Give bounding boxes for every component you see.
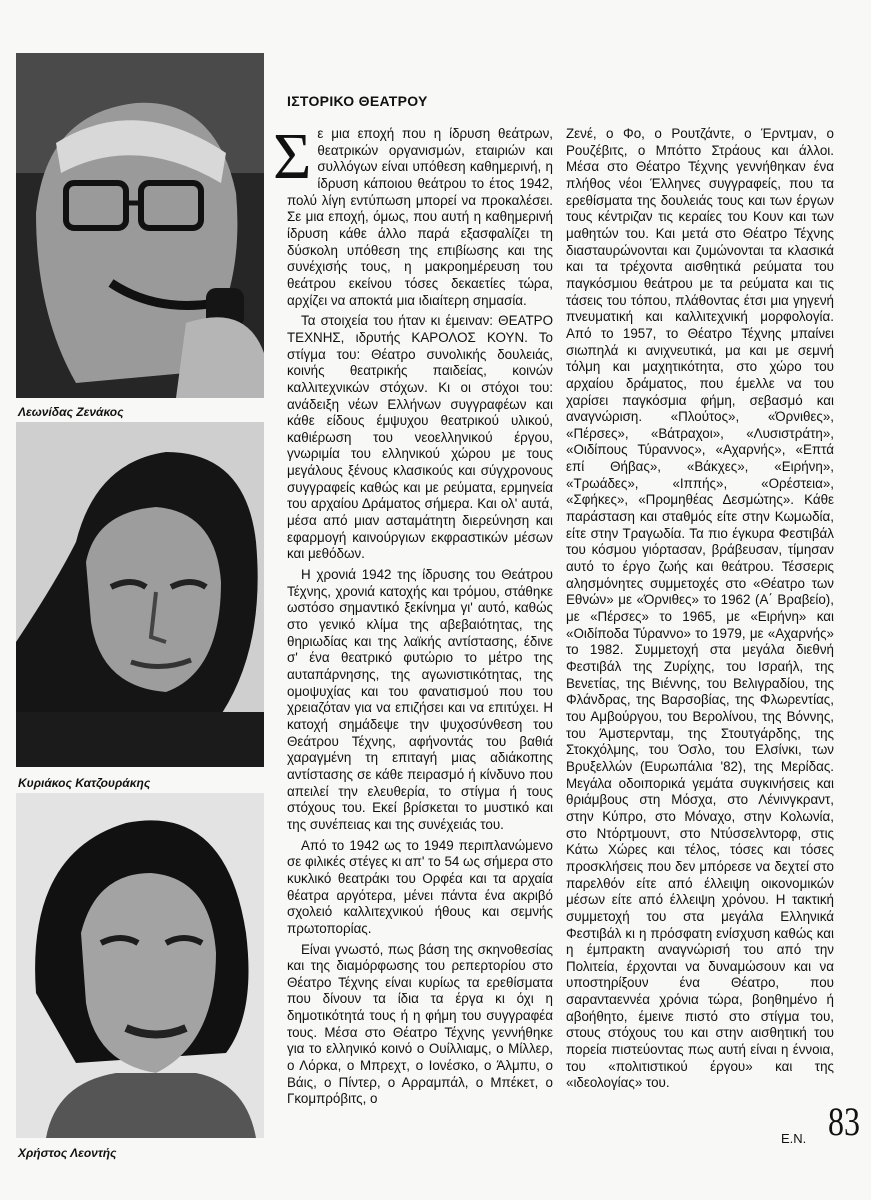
caption-christos-leontis: Χρήστος Λεοντής [18,1146,117,1160]
drop-cap: Σ [273,120,312,193]
paragraph: Ζενέ, ο Φο, ο Ρουτζάντε, ο Έρντμαν, ο Ρουζέβιτς, ο Μπόττο Στράους και άλλοι. Μέσα στο Θέατρο Τέχνης γεννήθηκαν ένα πλήθος νέοι Έλληνες συγγραφείς, που τα ερεθίσματα της δουλειάς τους και των έργων τους κέντριζαν τις κεραίες του Κουν και των μαθητών του. Και μετά στο Θέατρο Τέχνης διασταυρώνονται και ζυμώνονται τα κλασικά και τα τρέχοντα αισθητικά ρεύματα του παγκόσμιου θεάτρου με τα ρεύματα και τις τάσεις του τόπου, πλάθοντας έτσι μια γηγενή πνευματική και καλλιτεχνική μορφολογία. Από το 1957, το Θέατρο Τέχνης μπαίνει σιωπηλά κι ανιχνευτικά, μα και με σεμνή τόλμη και μαχητικότητα, στο χώρο του αρχαίου δράματος, που έμελλε να του χαρίσει παγκόσμια φήμη, σεβασμό και αναγνώριση. «Πλούτος», «Όρνιθες», «Πέρσες», «Βάτραχοι», «Λυσιστράτη», «Οιδίπους Τύραννος», «Αχαρνής», «Επτά επί Θήβας», «Βάκχες», «Ειρήνη», «Τρωάδες», «Ιππής», «Ορέστεια», «Σφήκες», «Προμηθέας Δεσμώτης». Κάθε παράσταση και σταθμός είτε στην Κωμωδία, είτε στην Τραγωδία. Τα πιο έγκυρα Φεστιβάλ του κόσμου γιόρτασαν, βράβευσαν, τίμησαν αυτό το έργο ζωής και θεάτρου. Τέσσερις αλησμόνητες συμμετοχές στο «Θέατρο των Εθνών» με «Όρνιθες» το 1962 (Α΄ Βραβείο), με «Πέρσες» το 1965, με «Ειρήνη» και «Οιδίποδα Τύραννο» το 1979, με «Αχαρνής» το 1982. Συμμετοχή στα μεγάλα διεθνή Φεστιβάλ της Ζυρίχης, του Ισραήλ, της Βενετίας, της Βιέννης, του Βελιγραδίου, της Φλάνδρας, της Βαρσοβίας, της Φλωρεντίας, του Αμβούργου, του Βερολίνου, της Βόννης, του Άμστερνταμ, της Στουτγάρδης, της Στοκχόλμης, του Όσλο, του Ελσίνκι, των Βρυξελλών (Ευρωπάλια '82), της Μερίδας. Μεγάλα οδοιπορικά γεμάτα συγκινήσεις και θριάμβους στη Μόσχα, στο Λένινγκραντ, στην Κύπρο, στο Μόναχο, στην Κολωνία, στο Ντόρτμουντ, στο Ντύσσελντορφ, στις Κάτω Χώρες και τέλος, τόσες και τόσες προσκλήσεις που δεν μπόρεσε να δεχτεί στο παρελθόν είτε από έλλειψη οικονομικών μέσων είτε από έλλειψη χρόνου. Η τακτική συμμετοχή του στα μεγάλα Ελληνικά Φεστιβάλ κι η πρόσφατη ενίσχυση καθώς και η έμπρακτη αναγνώρισή του από την Πολιτεία, έρχονται να δυναμώσουν και να υποστηρίξουν ένα Θέατρο, που σαρανταεννέα χρόνια τώρα, βοηθημένο ή αβοήθητο, έμεινε πιστό στο στίγμα του, στους στόχους του και στην αισθητική του πορεία πιστεύοντας πως αυτή είναι η έννοια, του «πολιτιστικού έργου» και της «ιδεολογίας» του. [566,126,834,1091]
photo-leonidas-zenakos [16,53,264,398]
photo-kyriakos-katzourakis [16,422,264,767]
caption-kyriakos-katzourakis: Κυριάκος Κατζουράκης [18,776,151,790]
page-number: 83 [828,1099,860,1144]
paragraph [273,120,553,309]
paragraph-text: ε μια εποχή που η ίδρυση θεάτρων, θεατρικών οργανισμών, εταιριών και συλλόγων είναι υπόθεση καθημερινή, η ίδρυση κάποιου θεάτρου το έτος 1942, πολύ λίγη εντύπωση μπορεί να προκαλέσει. Σε μια εποχή, όμως, που αυτή η καθημερινή ίδρυση κάθε άλλο παρά εξασφαλίζει τη δύσκολη υπόθεση της επιβίωσης και της συνέχισής τους, η μακροημέρευση του θεάτρου εκείνου τόσες δεκαετίες τώρα, αρχίζει να αποκτά μια ιδιαίτερη σημασία. [287,126,553,308]
caption-leonidas-zenakos: Λεωνίδας Ζενάκος [18,405,124,419]
article-title: ΙΣΤΟΡΙΚΟ ΘΕΑΤΡΟΥ [287,93,428,109]
photo-christos-leontis [16,793,264,1138]
paragraph: Από το 1942 ως το 1949 περιπλανώμενο σε φιλικές στέγες κι απ' το 54 ως σήμερα στο κυκλικό θεατράκι του Ορφέα και τα αρχαία θέατρα αργότερα, μένει πάντα ένα ακριβό σχολειό καλλιτεχνικού ήθους και σεμνής πρωτοπορίας. [287,837,553,936]
paragraph: Είναι γνωστό, πως βάση της σκηνοθεσίας και της διαμόρφωσης του ρεπερτορίου στο Θέατρο Τέχνης είναι κυρίως τα ερεθίσματα που δίνουν τα ίδια τα έργα κι όχι η δημοτικότητά τους ή η φήμη του συγγραφέα τους. Μέσα στο Θέατρο Τέχνης γεννήθηκε για το ελληνικό κοινό ο Ουίλλιαμς, ο Μίλλερ, ο Λόρκα, ο Μπρεχτ, ο Ιονέσκο, ο Άλμπυ, ο Βάις, ο Πίντερ, ο Αρραμπάλ, ο Μπέκετ, ο Γκομπρόβιτς, ο [287,941,553,1107]
article-column-2 [566,126,834,1092]
author-signature: Ε.Ν. [781,1131,807,1146]
paragraph: Η χρονιά 1942 της ίδρυσης του Θεάτρου Τέχνης, χρονιά κατοχής και τρόμου, στάθηκε ωστόσο σημαντικό ξεκίνημα γι' αυτό, καθώς στο γενικό κλίμα της αβεβαιότητας, της θηριωδίας και της λαϊκής αντίστασης, έδινε σ' ένα θεατρικό φυτώριο το μέτρο της αυταπάρνησης, της αγωνιστικότητας, της ομοψυχίας και του φανατισμού που του χρειαζόταν για να επιζήσει και να επιτύχει. Η κατοχή σημάδεψε την ψυχοσύνθεση του Θεάτρου Τέχνης, αφήνοντάς του βαθιά χαραγμένη τη επιταγή μιας αδιάκοπης αντίστασης σε κάθε πειρασμό ή κίνδυνο που απειλεί την ελευθερία, το στίγμα ή τους στόχους του. Εκεί βρίσκεται το μυστικό και της συνέπειας και της συνέχειάς του. [287,567,553,832]
article-column-1 [273,120,553,1108]
paragraph: Τα στοιχεία του ήταν κι έμειναν: ΘΕΑΤΡΟ ΤΕΧΝΗΣ, ιδρυτής ΚΑΡΟΛΟΣ ΚΟΥΝ. Το στίγμα του: Θέατρο συνολικής δουλειάς, κοινής θεατρικής παιδείας, κοινών καλλιτεχνικών στόχων. Κι οι στόχοι του: ανάδειξη νέων Ελλήνων συγγραφέων και κάθε είδους έμψυχου θεατρικού υλικού, καθιέρωση του νεοελληνικού έργου, γνωριμία του ελληνικού χώρου με τους μεγάλους ξένους κλασικούς και σύγχρονους συγγραφείς καθώς και με ρεύματα, ερμηνεία του αρχαίου Δράματος σήμερα. Και ολ' αυτά, μέσα από μιαν ασταμάτητη διερεύνηση και εφαρμογή καινούργιων εκφραστικών μέσων και μεθόδων. [287,313,553,562]
